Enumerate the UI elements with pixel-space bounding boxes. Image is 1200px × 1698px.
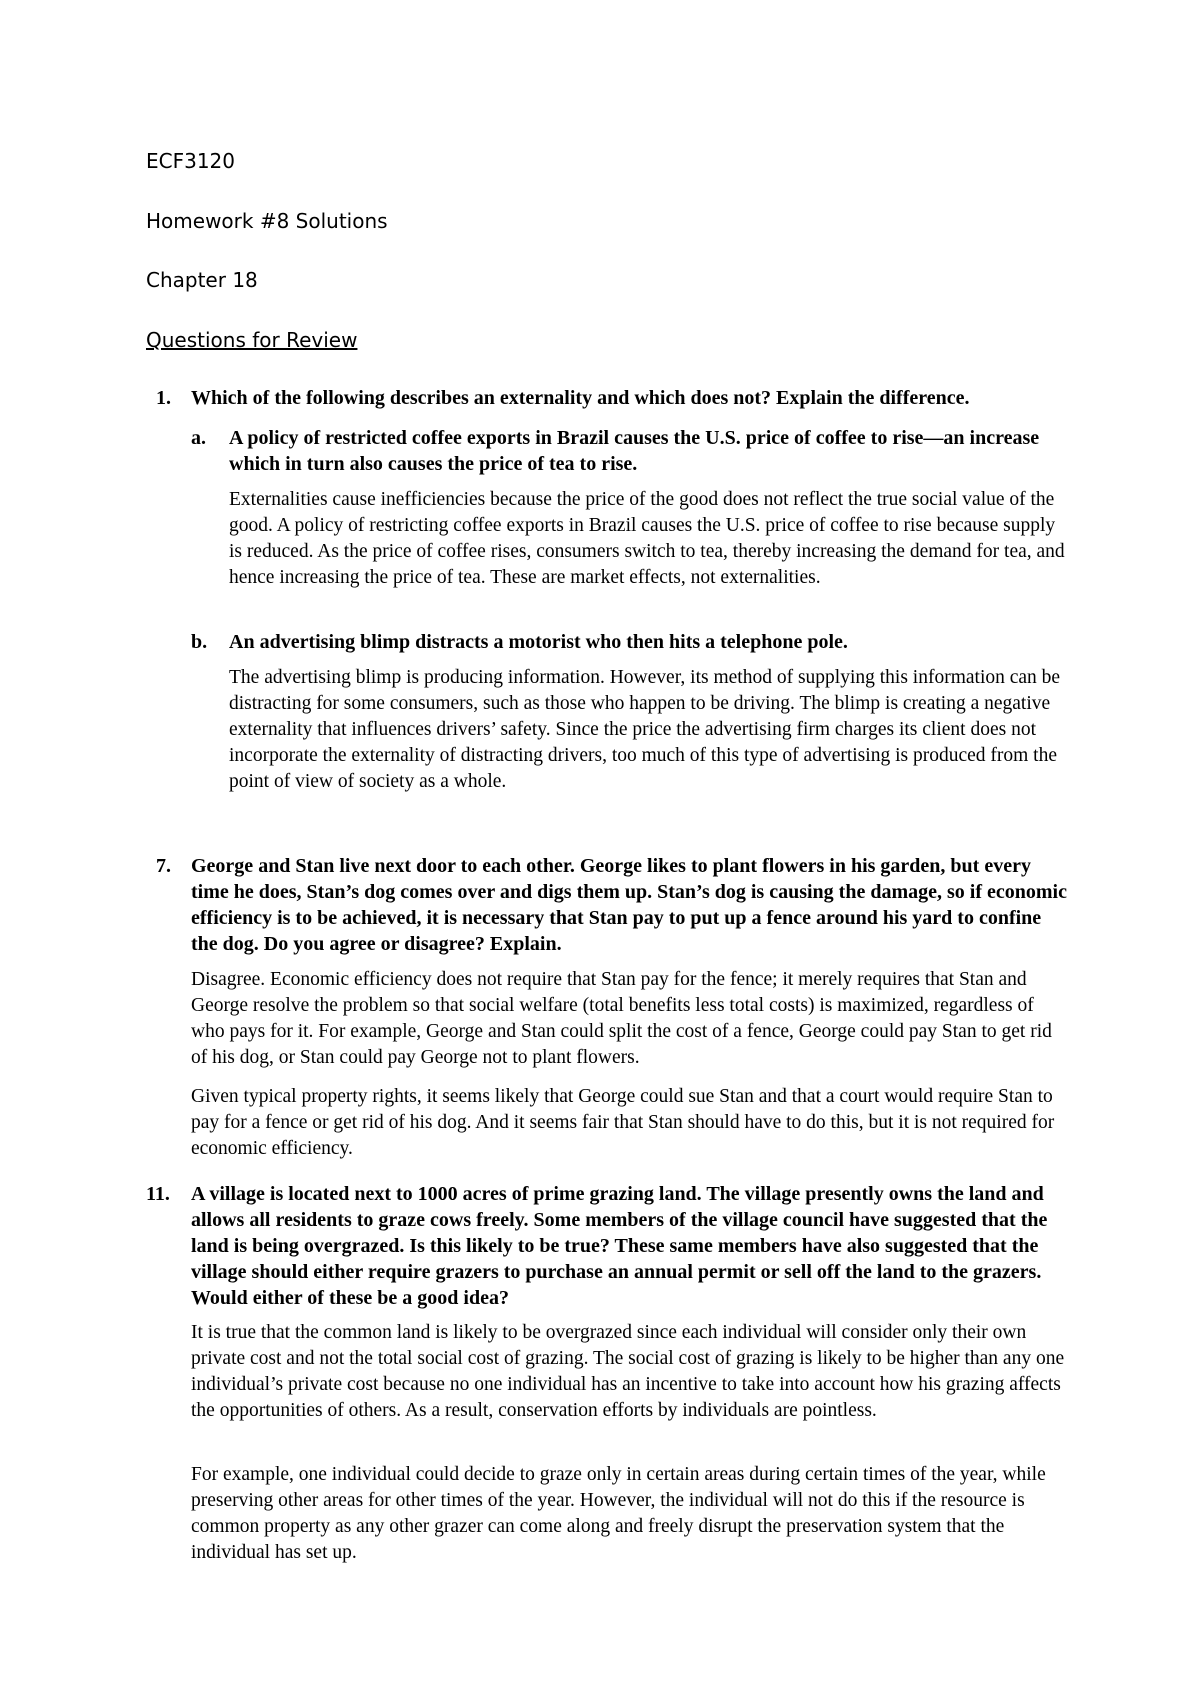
question-1b-text: An advertising blimp distracts a motorist who then hits a telephone pole. (229, 631, 848, 653)
homework-title: Homework #8 Solutions (146, 209, 388, 233)
question-11-answer-1: It is true that the common land is likely to be overgrazed since each individual will consider only their own private cost and not the total social cost of grazing. The social cost of grazing is likely to be higher than any one individual’s private cost because no one individual has an incentive to take into account how his grazing affects the opportunities of others. As a result, conservation efforts by individuals are pointless. (191, 1322, 1065, 1421)
question-1b-letter: b. (191, 631, 208, 653)
section-heading: Questions for Review (146, 328, 358, 352)
question-11-text: A village is located next to 1000 acres of prime grazing land. The village presently owns the land and allows all residents to graze cows freely. Some members of the village council have suggested that the land is being overgrazed. Is this likely to be true? These same members have also suggested that the village should either require grazers to purchase an annual permit or sell off the land to the grazers. Would either of these be a good idea? (191, 1183, 1048, 1309)
question-1a-answer: Externalities cause inefficiencies because the price of the good does not reflect the true social value of the good. A policy of restricting coffee exports in Brazil causes the U.S. price of coffee to rise because supply is reduced. As the price of coffee rises, consumers switch to tea, thereby increasing the demand for tea, and hence increasing the price of tea. These are market effects, not externalities. (229, 489, 1065, 588)
question-1-number: 1. (156, 387, 171, 409)
question-1-text: Which of the following describes an externality and which does not? Explain the difference. (191, 387, 970, 409)
question-7-answer-1: Disagree. Economic efficiency does not require that Stan pay for the fence; it merely requires that Stan and George resolve the problem so that social welfare (total benefits less total costs) is maximized, regardless of who pays for it. For example, George and Stan could split the cost of a fence, George could pay Stan to get rid of his dog, or Stan could pay George not to plant flowers. (191, 969, 1052, 1068)
question-11-number: 11. (146, 1183, 170, 1205)
question-1a-letter: a. (191, 427, 206, 449)
chapter-heading: Chapter 18 (146, 268, 258, 292)
question-1b-answer: The advertising blimp is producing information. However, its method of supplying this information can be distracting for some consumers, such as those who happen to be driving. The blimp is creating a negative externality that influences drivers’ safety. Since the price the advertising firm charges its client does not incorporate the externality of distracting drivers, too much of this type of advertising is produced from the point of view of society as a whole. (229, 667, 1061, 792)
question-11-answer-2: For example, one individual could decide to graze only in certain areas during certain times of the year, while preserving other areas for other times of the year. However, the individual will not do this if the resource is common property as any other grazer can come along and freely disrupt the preservation system that the individual has set up. (191, 1464, 1046, 1563)
question-1a-text: A policy of restricted coffee exports in Brazil causes the U.S. price of coffee to rise—an increase which in turn also causes the price of tea to rise. (229, 427, 1040, 475)
course-code: ECF3120 (146, 149, 236, 173)
question-7-number: 7. (156, 855, 171, 877)
question-7-answer-2: Given typical property rights, it seems likely that George could sue Stan and that a court would require Stan to pay for a fence or get rid of his dog. And it seems fair that Stan should have to do this, but it is not required for economic efficiency. (191, 1086, 1055, 1159)
question-7-text: George and Stan live next door to each other. George likes to plant flowers in his garden, but every time he does, Stan’s dog comes over and digs them up. Stan’s dog is causing the damage, so if economic efficiency is to be achieved, it is necessary that Stan pay to put up a fence around his yard to confine the dog. Do you agree or disagree? Explain. (191, 855, 1067, 955)
